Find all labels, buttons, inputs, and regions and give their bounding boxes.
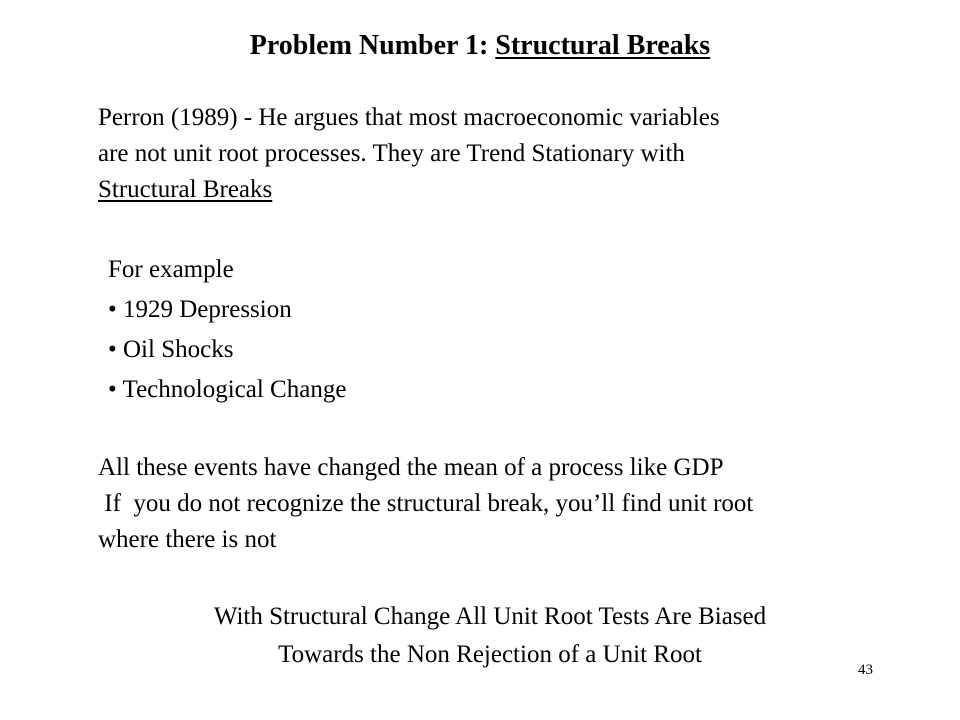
conclusion-line-2: Towards the Non Rejection of a Unit Root [278, 641, 702, 668]
example-item: • Oil Shocks [108, 336, 234, 363]
conclusion-statement [0, 598, 960, 674]
events-paragraph [98, 450, 753, 558]
perron-line-3: Structural Breaks [98, 176, 273, 203]
events-line-1: All these events have changed the mean of a process like GDP [98, 454, 724, 481]
example-item: • 1929 Depression [108, 296, 292, 323]
slide-title-underlined: Structural Breaks [495, 30, 711, 61]
page-number: 43 [858, 662, 873, 678]
perron-line-1: Perron (1989) - He argues that most macroeconomic variables [98, 104, 720, 131]
slide-title [0, 20, 960, 72]
example-item: • Technological Change [108, 376, 347, 403]
perron-paragraph [98, 100, 720, 208]
examples-list [108, 250, 346, 410]
examples-heading: For example [108, 256, 234, 283]
conclusion-line-1: With Structural Change All Unit Root Tests Are Biased [213, 603, 767, 630]
perron-line-2: are not unit root processes. They are Trend Stationary with [98, 140, 685, 167]
events-line-2: If you do not recognize the structural break, you’ll find unit root [98, 490, 754, 517]
slide-title-prefix: Problem Number 1: [249, 30, 496, 61]
events-line-3: where there is not [98, 526, 277, 553]
